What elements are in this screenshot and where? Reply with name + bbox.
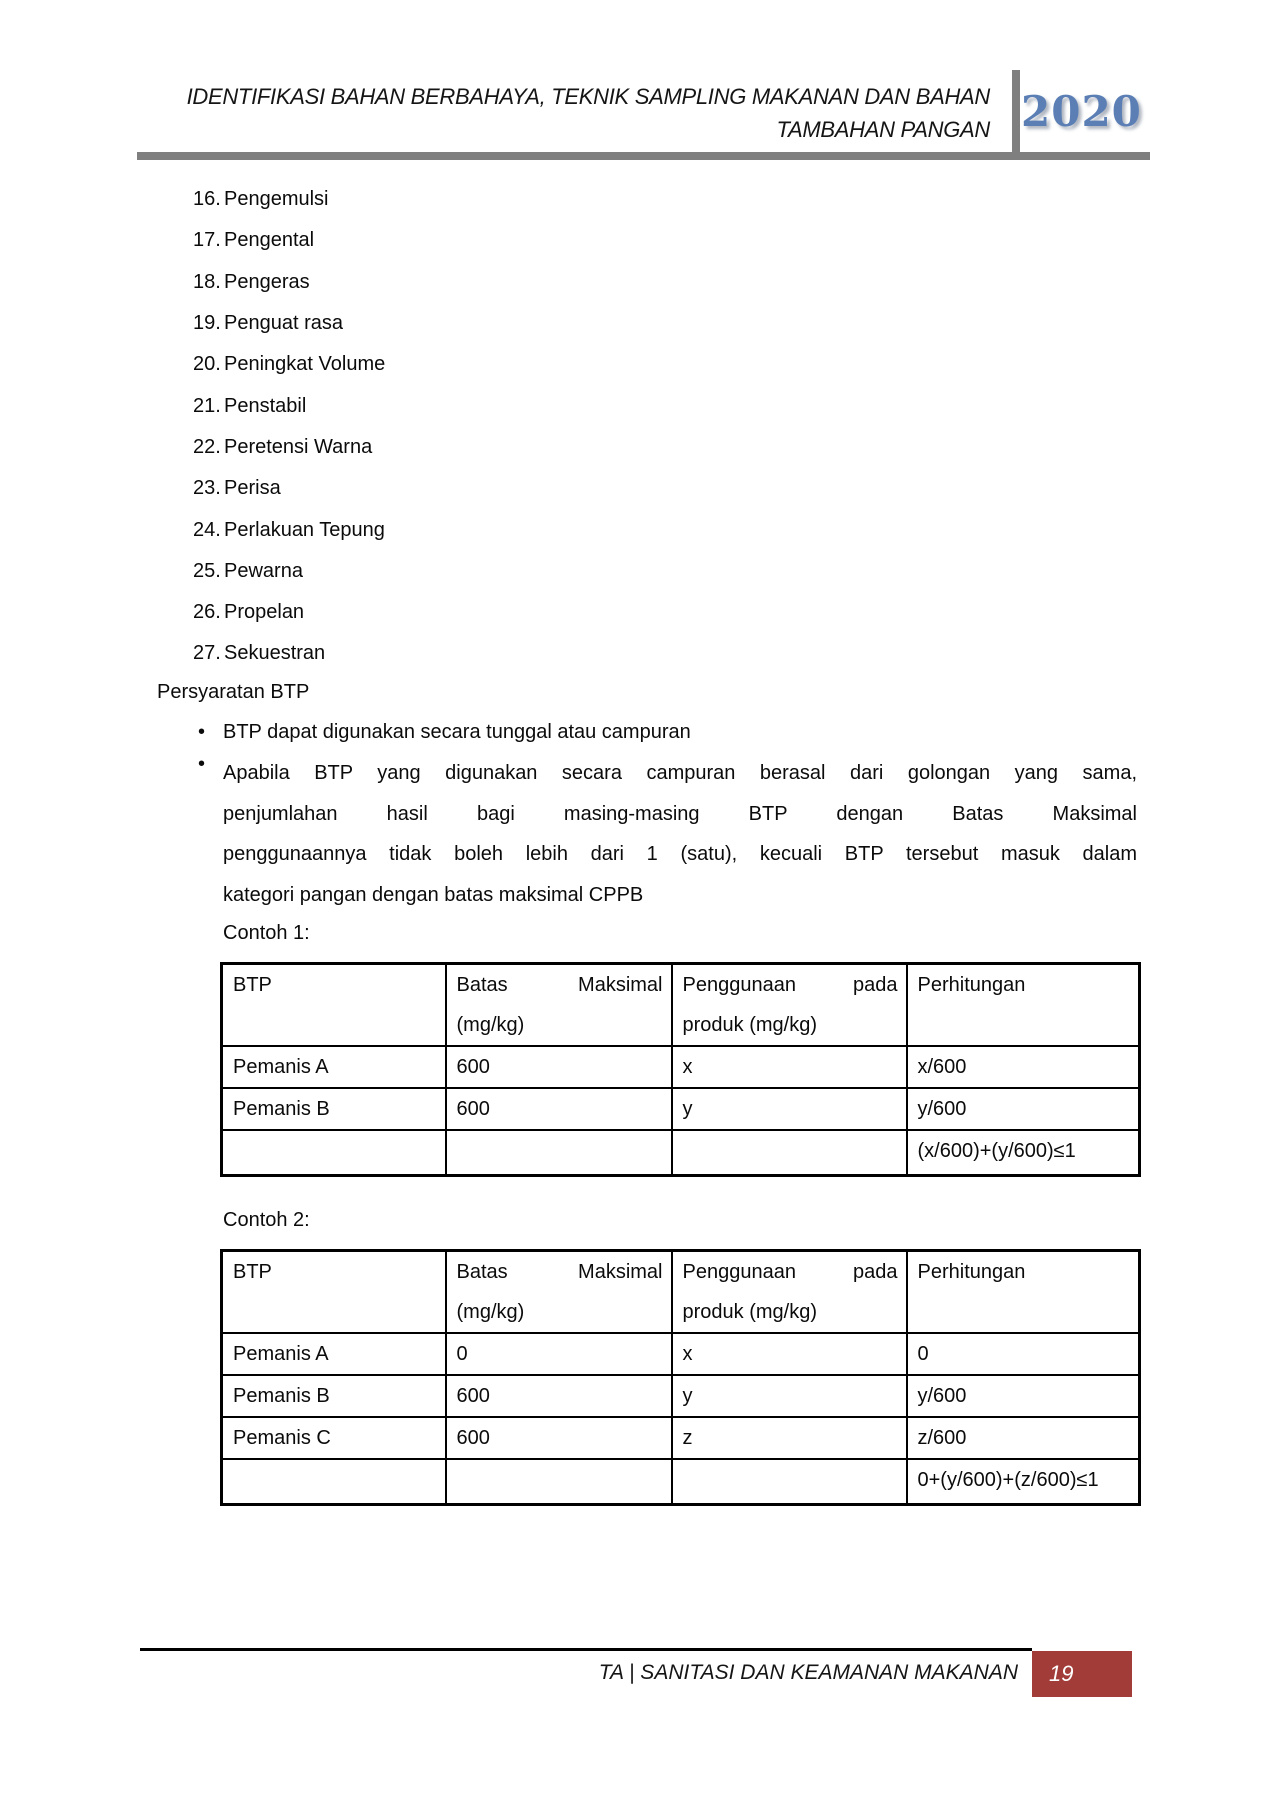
header-line2: (mg/kg) (456, 1014, 525, 1036)
table-cell: x/600 (907, 1046, 1140, 1088)
table-cell: Pemanis B (222, 1375, 446, 1417)
header-word: Batas (456, 1261, 508, 1283)
table-cell: y (672, 1375, 907, 1417)
paragraph-line: Apabila BTP yang digunakan secara campuran berasal dari golongan yang sama, (223, 762, 1137, 784)
table-cell: 600 (446, 1375, 672, 1417)
list-item-label: Perisa (224, 477, 281, 500)
list-item (193, 344, 385, 385)
header-vertical-divider (1012, 70, 1020, 152)
table-cell: z/600 (907, 1417, 1140, 1459)
table-header-row (222, 1251, 1140, 1334)
table-cell (446, 1130, 672, 1175)
list-item-label: Penstabil (224, 394, 307, 417)
list-item-label: Pengemulsi (224, 188, 329, 211)
list-item (193, 385, 385, 426)
list-item-label: Propelan (224, 601, 305, 624)
table-row (222, 1088, 1140, 1130)
table-row (222, 1375, 1140, 1417)
table-cell: 600 (446, 1046, 672, 1088)
header-word: Maksimal (578, 974, 663, 996)
header-line2: produk (mg/kg) (682, 1014, 817, 1036)
list-item (193, 179, 385, 220)
table-cell: y/600 (907, 1088, 1140, 1130)
bullet-icon: • (198, 753, 206, 775)
paragraph-line: penjumlahan hasil bagi masing-masing BTP dengan Batas Maksimal (223, 802, 1137, 825)
header-word: pada (853, 974, 898, 996)
table-cell: 0 (907, 1333, 1140, 1375)
header-word: Penggunaan (682, 974, 796, 996)
header-word: Perhitungan (917, 1261, 1026, 1283)
table-cell: 0 (446, 1333, 672, 1375)
header-word: BTP (233, 1261, 272, 1283)
table-cell: 0+(y/600)+(z/600)≤1 (907, 1459, 1140, 1504)
list-item (193, 262, 385, 303)
header-rule (137, 152, 1150, 160)
bullet-text: BTP dapat digunakan secara tunggal atau campuran (223, 720, 691, 743)
example1-caption: Contoh 1: (223, 922, 310, 944)
table-header-row (222, 964, 1140, 1047)
header-cell (222, 1251, 446, 1334)
bullet-item (193, 753, 1143, 915)
table-row (222, 1333, 1140, 1375)
header-word: Perhitungan (917, 974, 1026, 996)
header-cell (222, 964, 446, 1047)
header-cell (907, 1251, 1140, 1334)
page-number-badge: 19 (1032, 1651, 1132, 1697)
table-cell (222, 1459, 446, 1504)
list-item-label: Peningkat Volume (224, 353, 386, 376)
header-line2: (mg/kg) (456, 1301, 525, 1323)
list-item-number: 26. (193, 601, 221, 624)
table-row (222, 1130, 1140, 1175)
header-title (160, 80, 990, 146)
header-word: pada (853, 1261, 898, 1283)
list-item-label: Perlakuan Tepung (224, 518, 385, 541)
list-item (193, 303, 385, 344)
paragraph-line: kategori pangan dengan batas maksimal CPPB (223, 883, 644, 906)
table-cell: (x/600)+(y/600)≤1 (907, 1130, 1140, 1175)
table-cell (446, 1459, 672, 1504)
list-item-label: Peretensi Warna (224, 435, 373, 458)
bullet-paragraph (223, 753, 1137, 915)
table-cell: 600 (446, 1417, 672, 1459)
requirements-bullets (193, 711, 1143, 915)
table-row (222, 1417, 1140, 1459)
list-item-label: Pewarna (224, 559, 303, 582)
bullet-icon: • (198, 720, 206, 743)
header-word: Penggunaan (682, 1261, 796, 1283)
table-row (222, 1459, 1140, 1504)
header-word: BTP (233, 974, 272, 996)
list-item (193, 427, 385, 468)
table-cell (672, 1459, 907, 1504)
list-item (193, 509, 385, 550)
table-cell: Pemanis A (222, 1333, 446, 1375)
list-item-number: 23. (193, 477, 221, 500)
table-row (222, 1046, 1140, 1088)
header-cell (672, 964, 907, 1047)
header-cell (907, 964, 1140, 1047)
list-item-number: 16. (193, 188, 221, 211)
list-item-number: 18. (193, 270, 221, 293)
list-item-number: 21. (193, 394, 221, 417)
header-cell (446, 964, 672, 1047)
list-item-label: Penguat rasa (224, 312, 343, 335)
footer-label: TA | SANITASI DAN KEAMANAN MAKANAN (598, 1661, 1018, 1684)
table-cell: z (672, 1417, 907, 1459)
header-title-line1: IDENTIFIKASI BAHAN BERBAHAYA, TEKNIK SAMPLING MAKANAN DAN BAHAN (186, 84, 990, 109)
header-word: Batas (456, 974, 508, 996)
table-cell: 600 (446, 1088, 672, 1130)
list-item-label: Pengental (224, 229, 315, 252)
list-item-number: 24. (193, 518, 221, 541)
list-item-number: 17. (193, 229, 221, 252)
list-item-number: 22. (193, 435, 221, 458)
list-item-number: 19. (193, 312, 221, 335)
bullet-item (193, 711, 1143, 753)
header-line2: produk (mg/kg) (682, 1301, 817, 1323)
list-item-number: 27. (193, 642, 221, 665)
footer-rule (140, 1648, 1032, 1651)
table-cell: y/600 (907, 1375, 1140, 1417)
list-item (193, 633, 385, 674)
table-cell: y (672, 1088, 907, 1130)
list-item (193, 551, 385, 592)
header-word: Maksimal (578, 1261, 663, 1283)
paragraph-line: penggunaannya tidak boleh lebih dari 1 (satu), kecuali BTP tersebut masuk dalam (223, 843, 1137, 865)
table-cell: Pemanis C (222, 1417, 446, 1459)
table-cell: Pemanis A (222, 1046, 446, 1088)
list-item-number: 25. (193, 559, 221, 582)
list-item-number: 20. (193, 353, 221, 376)
header-year: 2020 (1021, 87, 1142, 136)
example1-table (220, 962, 1141, 1177)
table-cell: x (672, 1046, 907, 1088)
list-item (193, 592, 385, 633)
header-cell (446, 1251, 672, 1334)
list-item (193, 220, 385, 261)
table-cell (672, 1130, 907, 1175)
list-item (193, 468, 385, 509)
list-item-label: Pengeras (224, 270, 310, 293)
section-heading: Persyaratan BTP (157, 681, 310, 703)
table-cell: x (672, 1333, 907, 1375)
list-item-label: Sekuestran (224, 642, 326, 665)
header-title-line2: TAMBAHAN PANGAN (776, 117, 990, 142)
example2-caption: Contoh 2: (223, 1209, 310, 1231)
additive-type-list (193, 179, 385, 675)
table-cell: Pemanis B (222, 1088, 446, 1130)
header-cell (672, 1251, 907, 1334)
table-cell (222, 1130, 446, 1175)
example2-table (220, 1249, 1141, 1506)
